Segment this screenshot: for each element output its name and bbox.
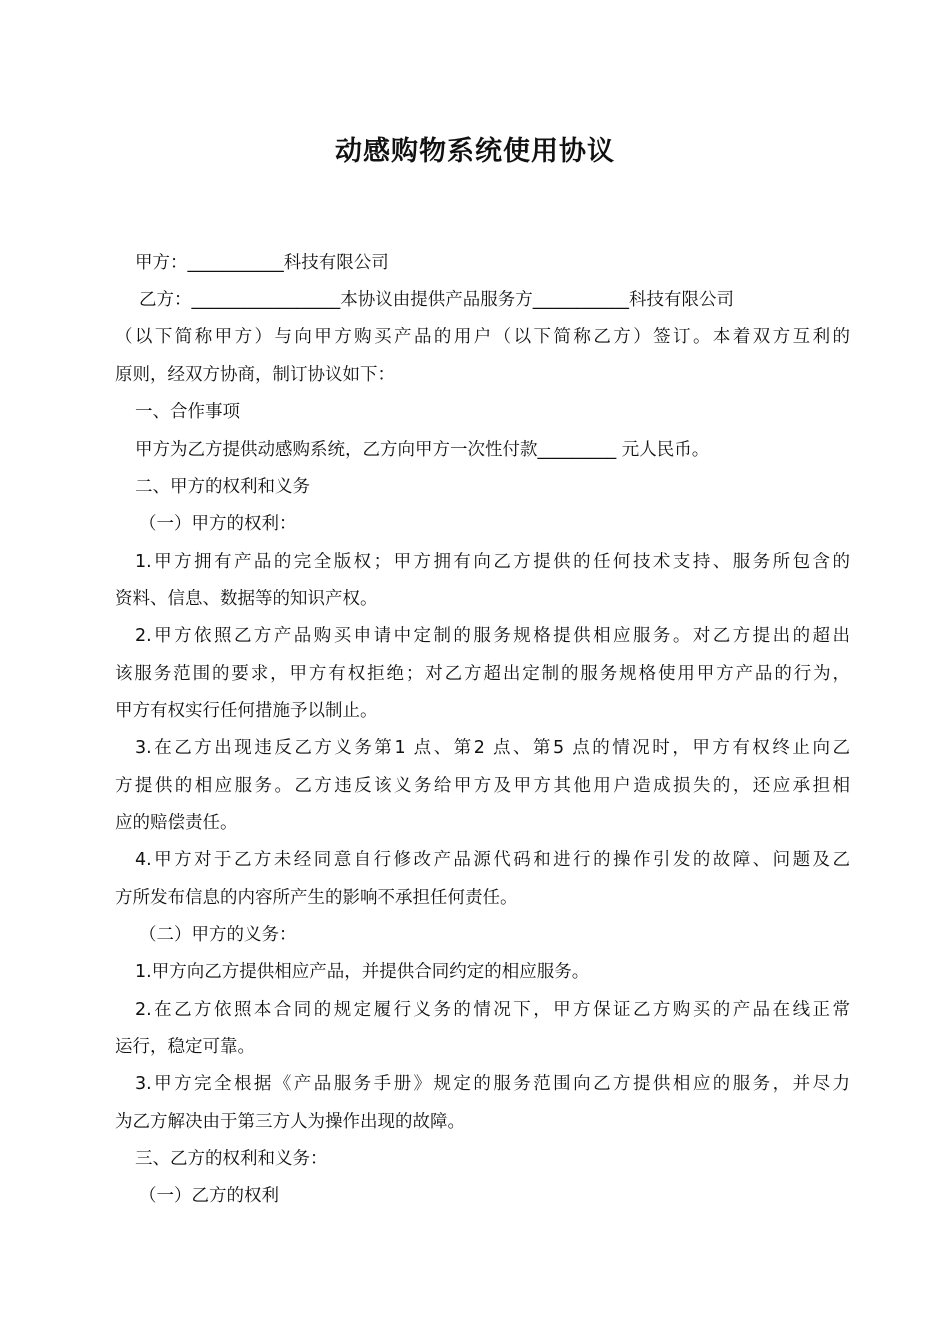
- clause-line: 3.甲方完全根据《产品服务手册》规定的服务范围向乙方提供相应的服务，并尽力: [135, 1074, 850, 1094]
- subsection-heading: （一）乙方的权利: [139, 1186, 279, 1206]
- clause-line: 方提供的相应服务。乙方违反该义务给甲方及甲方其他用户造成损失的，还应承担相: [115, 776, 850, 796]
- clause-line: 为乙方解决由于第三方人为操作出现的故障。: [115, 1112, 465, 1132]
- clause-line: 运行，稳定可靠。: [115, 1037, 255, 1057]
- party-b-line: 乙方：_________________本协议由提供产品服务方___________科技有限公司: [139, 290, 734, 310]
- clause-line: 方所发布信息的内容所产生的影响不承担任何责任。: [115, 888, 518, 908]
- clause-line: 应的赔偿责任。: [115, 813, 238, 833]
- clause-line: 2.甲方依照乙方产品购买申请中定制的服务规格提供相应服务。对乙方提出的超出: [135, 626, 850, 646]
- paragraph-line: （以下简称甲方）与向甲方购买产品的用户（以下简称乙方）签订。本着双方互利的: [115, 327, 850, 347]
- section-heading: 一、合作事项: [135, 402, 240, 422]
- clause-line: 该服务范围的要求，甲方有权拒绝；对乙方超出定制的服务规格使用甲方产品的行为，: [115, 664, 850, 684]
- clause-line: 甲方有权实行任何措施予以制止。: [115, 701, 378, 721]
- clause-line: 2.在乙方依照本合同的规定履行义务的情况下，甲方保证乙方购买的产品在线正常: [135, 1000, 850, 1020]
- subsection-heading: （二）甲方的义务：: [139, 925, 297, 945]
- paragraph-line: 原则，经双方协商，制订协议如下：: [115, 365, 395, 385]
- subsection-heading: （一）甲方的权利：: [139, 514, 297, 534]
- clause-line: 资料、信息、数据等的知识产权。: [115, 589, 378, 609]
- clause-line: 1.甲方拥有产品的完全版权；甲方拥有向乙方提供的任何技术支持、服务所包含的: [135, 552, 850, 572]
- document-title: 动感购物系统使用协议: [335, 136, 615, 167]
- clause-line: 1.甲方向乙方提供相应产品，并提供合同约定的相应服务。: [135, 962, 590, 982]
- party-a-line: 甲方：___________科技有限公司: [135, 253, 389, 273]
- clause-line: 4.甲方对于乙方未经同意自行修改产品源代码和进行的操作引发的故障、问题及乙: [135, 850, 850, 870]
- section-heading: 二、甲方的权利和义务: [135, 477, 310, 497]
- paragraph-line: 甲方为乙方提供动感购系统，乙方向甲方一次性付款_________ 元人民币。: [135, 440, 710, 460]
- section-heading: 三、乙方的权利和义务：: [135, 1149, 328, 1169]
- clause-line: 3.在乙方出现违反乙方义务第1 点、第2 点、第5 点的情况时，甲方有权终止向乙: [135, 738, 850, 758]
